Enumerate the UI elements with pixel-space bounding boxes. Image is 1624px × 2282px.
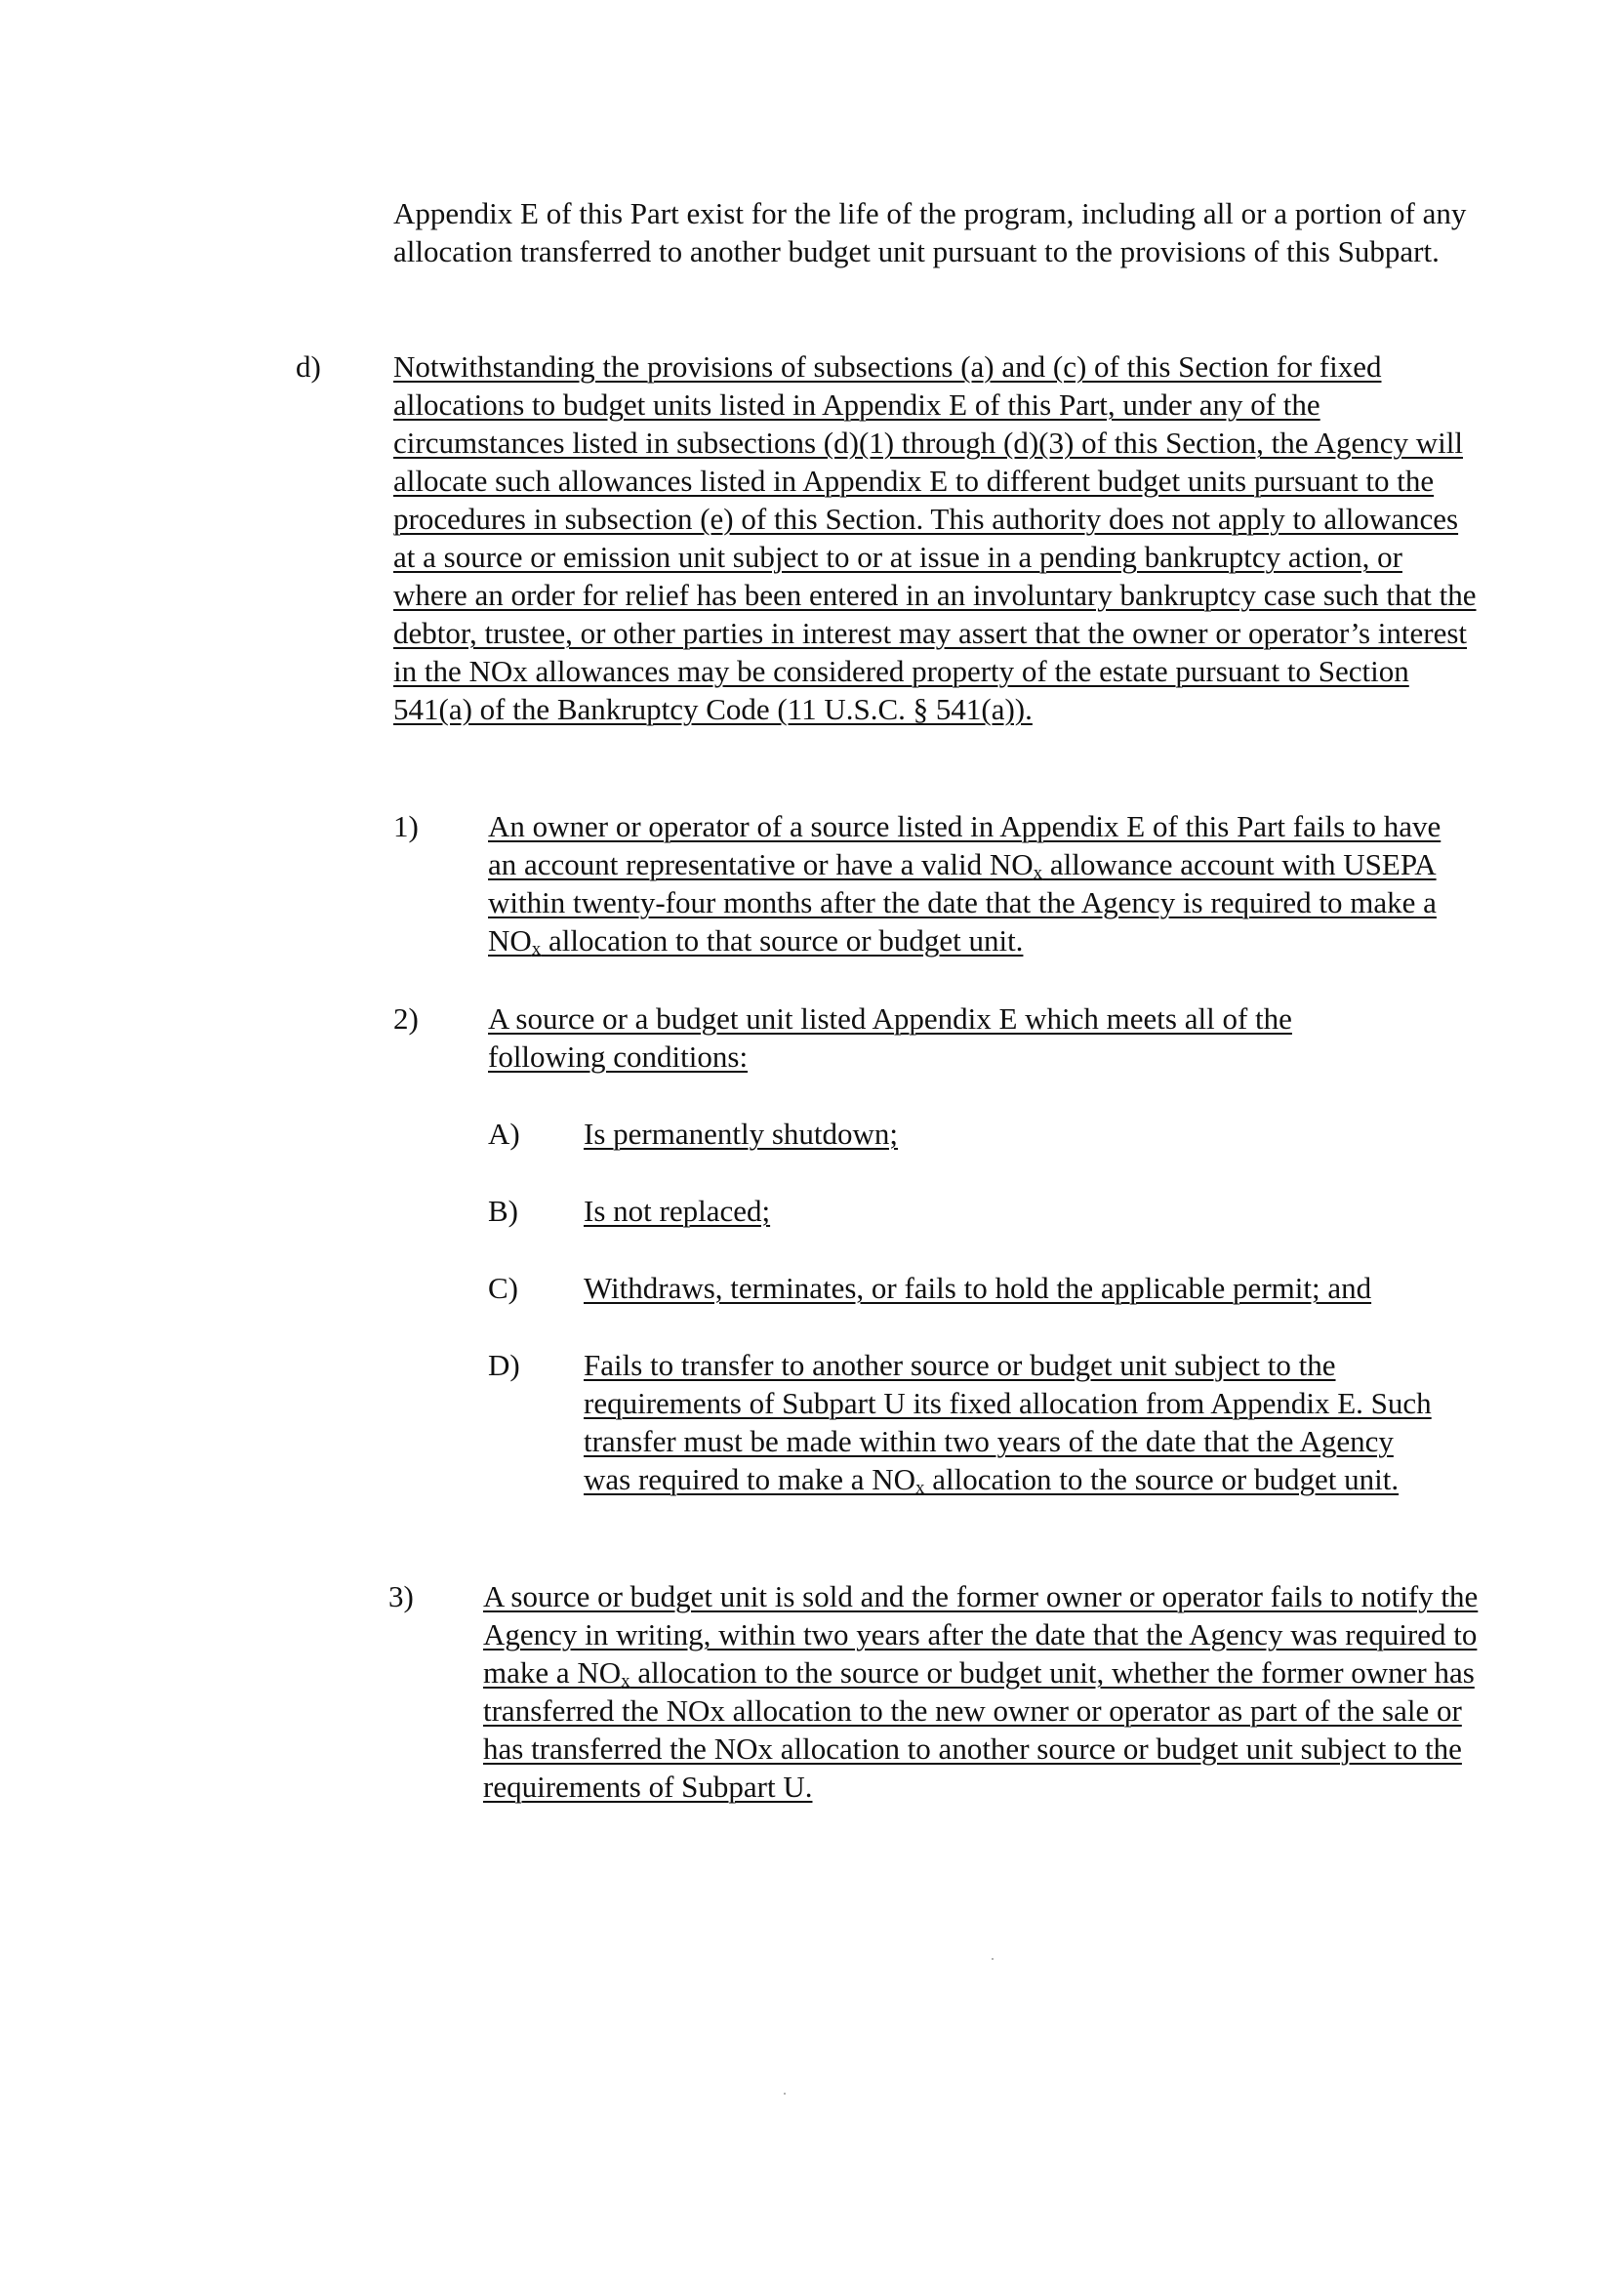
item-2-c-label: C) [488,1271,518,1305]
item-2-d-label: D) [488,1348,520,1382]
item-2-b-text: Is not replaced; [584,1194,771,1228]
item-2-a-text: Is permanently shutdown; [584,1117,899,1151]
intro-paragraph [393,194,1477,270]
item-2-d-text: Fails to transfer to another source or budget unit subject to the requirements of Subpart U its fixed allocation from Appendix E. Such transfer must be made within two years of the date that the Agency was required to make a $NO_x$ allocation to the source or budget unit. [584,1348,1432,1498]
item-1-label: 1) [393,809,419,843]
item-3-label: 3) [388,1579,414,1613]
item-2-b-label: B) [488,1194,518,1228]
item-2-label: 2) [393,1001,419,1036]
item-3-text: A source or budget unit is sold and the former owner or operator fails to notify the Agency in writing, within two years after the date that the Agency was required to make a $NO_x$ allocation to the source or budget unit, whether the former owner has transferred the NOx allocation to the new owner or operator as part of the sale or has transferred the NOx allocation to another source or budget unit subject to the requirements of Subpart U. [483,1579,1479,1804]
item-2-a-label: A) [488,1117,520,1151]
subsection-d-text: Notwithstanding the provisions of subsections (a) and (c) of this Section for fixed allocations to budget units listed in Appendix E of this Part, under any of the circumstances listed in subsections (d)(1) through (d)(3) of this Section, the Agency will allocate such allowances listed in Appendix E to different budget units pursuant to the procedures in subsection (e) of this Section. This authority does not apply to allowances at a source or emission unit subject to or at issue in a pending bankruptcy action, or where an order for relief has been entered in an involuntary bankruptcy case such that the debtor, trustee, or other parties in interest may assert that the owner or operator’s interest in the NOx allowances may be considered property of the estate pursuant to Section 541(a) of the Bankruptcy Code (11 U.S.C. § 541(a)). [393,349,1477,726]
subsection-d-label: d) [296,349,321,384]
item-2-text: A source or a budget unit listed Appendix E which meets all of the following conditions: [488,1001,1292,1074]
scan-speck [784,2093,786,2095]
scan-speck [992,1958,994,1960]
intro-text: Appendix E of this Part exist for the life of the program, including all or a portion of any allocation transferred to another budget unit pursuant to the provisions of this Subpart. [393,196,1467,268]
item-1-text: An owner or operator of a source listed in Appendix E of this Part fails to have an account representative or have a valid $NO_x$ allowance account with USEPA within twenty-four months after the date that the Agency is required to make a $NO_x$ allocation to that source or budget unit. [488,809,1441,959]
item-2-c-text: Withdraws, terminates, or fails to hold the applicable permit; and [584,1271,1372,1305]
